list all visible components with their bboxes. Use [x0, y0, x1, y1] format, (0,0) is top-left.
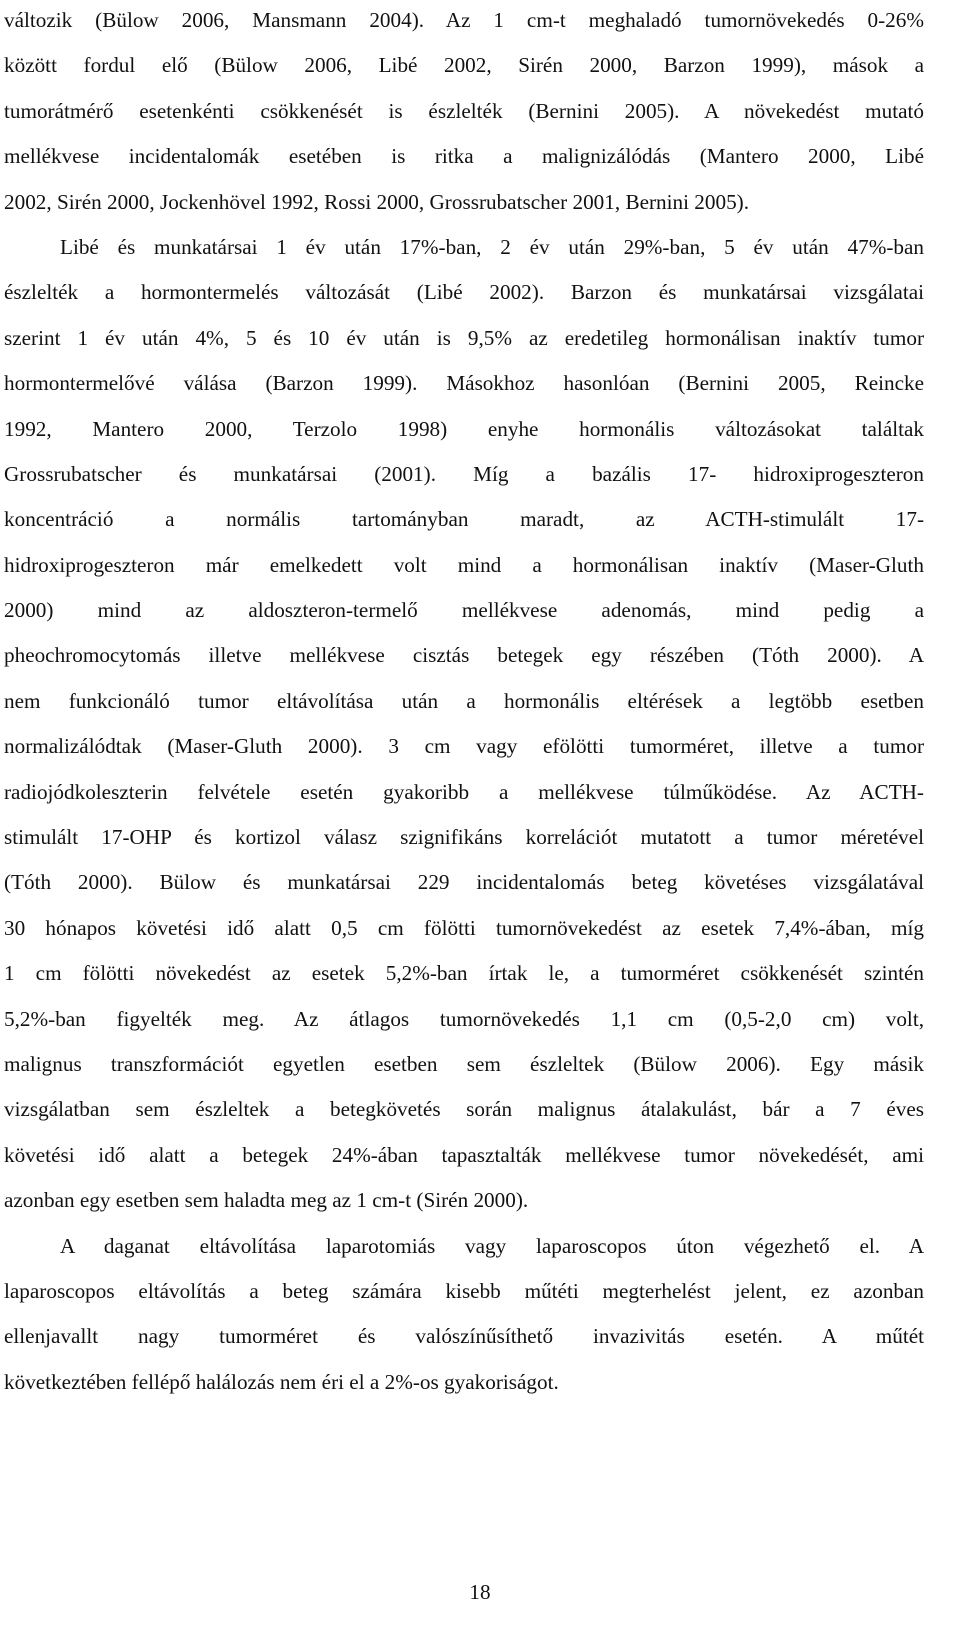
text-line: (Tóth 2000). Bülow és munkatársai 229 incidentalomás beteg követéses vizsgálatával [4, 870, 924, 895]
text-line: következtében fellépő halálozás nem éri el a 2%-os gyakoriságot. [4, 1369, 559, 1394]
text-line: radiojódkoleszterin felvétele esetén gyakoribb a mellékvese túlműködése. Az ACTH- [4, 779, 924, 804]
text-line: A daganat eltávolítása laparotomiás vagy laparoscopos úton végezhető el. A [60, 1233, 924, 1258]
text-line: stimulált 17-OHP és kortizol válasz szignifikáns korrelációt mutatott a tumor méretével [4, 825, 924, 850]
text-line: 30 hónapos követési idő alatt 0,5 cm fölötti tumornövekedést az esetek 7,4%-ában, míg [4, 915, 924, 940]
text-line: 5,2%-ban figyelték meg. Az átlagos tumornövekedés 1,1 cm (0,5-2,0 cm) volt, [4, 1006, 924, 1031]
text-line: malignus transzformációt egyetlen esetben sem észleltek (Bülow 2006). Egy másik [4, 1051, 924, 1076]
text-line: 2000) mind az aldoszteron-termelő mellékvese adenomás, mind pedig a [4, 598, 924, 623]
text-line: hormontermelővé válása (Barzon 1999). Másokhoz hasonlóan (Bernini 2005, Reincke [4, 371, 924, 396]
text-line: Libé és munkatársai 1 év után 17%-ban, 2 év után 29%-ban, 5 év után 47%-ban [60, 234, 924, 259]
text-line: tumorátmérő esetenkénti csökkenését is észlelték (Bernini 2005). A növekedést mutató [4, 98, 924, 123]
paragraph-2 [4, 225, 924, 1224]
text-line: észlelték a hormontermelés változását (Libé 2002). Barzon és munkatársai vizsgálatai [4, 280, 924, 305]
text-line: változik (Bülow 2006, Mansmann 2004). Az 1 cm-t meghaladó tumornövekedés 0-26% [4, 8, 924, 32]
text-line: laparoscopos eltávolítás a beteg számára kisebb műtéti megterhelést jelent, ez azonban [4, 1278, 924, 1303]
text-line: vizsgálatban sem észleltek a betegkövetés során malignus átalakulást, bár a 7 éves [4, 1097, 924, 1122]
body-text [4, 0, 924, 1405]
text-line: normalizálódtak (Maser-Gluth 2000). 3 cm vagy efölötti tumorméret, illetve a tumor [4, 734, 924, 759]
text-line: nem funkcionáló tumor eltávolítása után a hormonális eltérések a legtöbb esetben [4, 688, 924, 713]
text-line: azonban egy esetben sem haladta meg az 1 cm-t (Sirén 2000). [4, 1188, 529, 1213]
paragraph-1 [4, 0, 924, 225]
text-line: követési idő alatt a betegek 24%-ában tapasztalták mellékvese tumor növekedését, ami [4, 1142, 924, 1167]
text-line: ellenjavallt nagy tumorméret és valószínűsíthető invazivitás esetén. A műtét [4, 1324, 924, 1349]
text-line: pheochromocytomás illetve mellékvese cisztás betegek egy részében (Tóth 2000). A [4, 643, 924, 668]
text-line: koncentráció a normális tartományban maradt, az ACTH-stimulált 17- [4, 507, 924, 532]
text-line: Grossrubatscher és munkatársai (2001). Míg a bazális 17- hidroxiprogeszteron [4, 461, 924, 486]
text-line: szerint 1 év után 4%, 5 és 10 év után is 9,5% az eredetileg hormonálisan inaktív tumor [4, 325, 924, 350]
text-line: 2002, Sirén 2000, Jockenhövel 1992, Rossi 2000, Grossrubatscher 2001, Bernini 2005). [4, 189, 750, 214]
page-number: 18 [469, 1580, 491, 1604]
text-line: mellékvese incidentalomák esetében is ritka a malignizálódás (Mantero 2000, Libé [4, 144, 924, 169]
paragraph-3 [4, 1224, 924, 1406]
text-line: 1992, Mantero 2000, Terzolo 1998) enyhe hormonális változásokat találtak [4, 416, 924, 441]
text-line: között fordul elő (Bülow 2006, Libé 2002, Sirén 2000, Barzon 1999), mások a [4, 53, 924, 78]
text-line: hidroxiprogeszteron már emelkedett volt mind a hormonálisan inaktív (Maser-Gluth [4, 552, 924, 577]
text-line: 1 cm fölötti növekedést az esetek 5,2%-ban írtak le, a tumorméret csökkenését szintén [4, 961, 924, 986]
